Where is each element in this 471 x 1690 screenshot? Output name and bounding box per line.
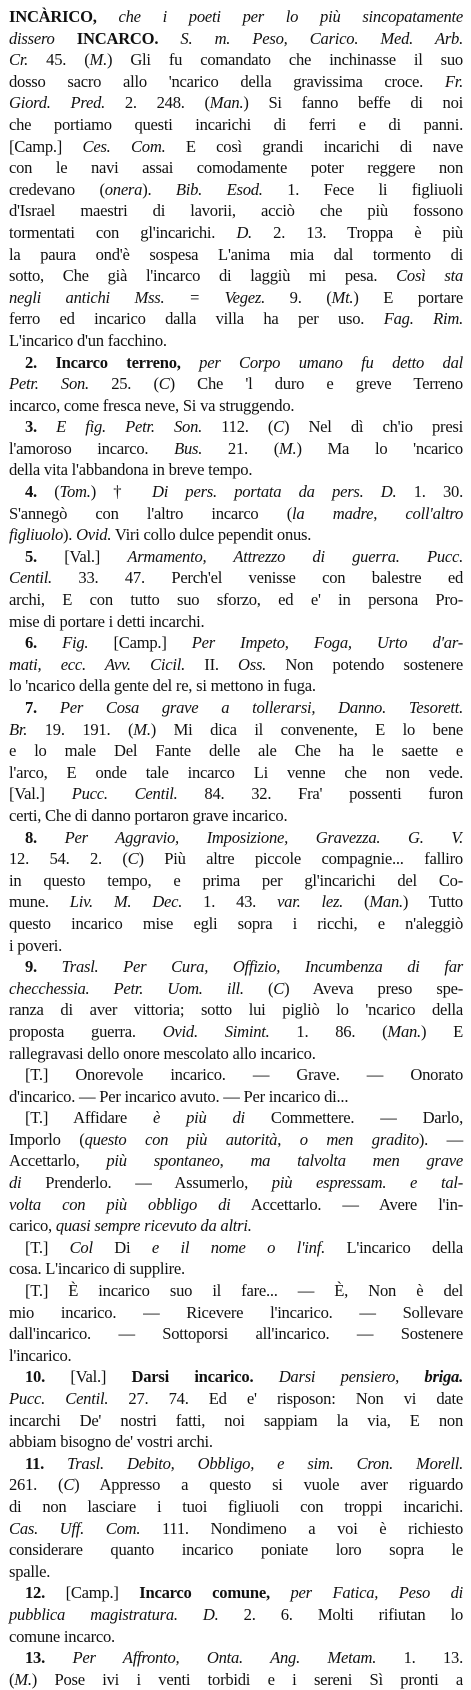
text-line: rallegravasi dello onore mescolato allo incarico. [9,1043,316,1063]
text-line: INCÀRICO, che i poeti per lo più sincopatamente [9,7,463,26]
text-line: comune incarco. [9,1626,115,1646]
text-line: negli antichi Mss. = Vegez. 9. (Mt.) E portare [9,287,463,307]
text-line: dosso sacro allo 'ncarico della gravissima croce. Fr. [9,71,463,91]
text-line: 11. Trasl. Debito, Obbligo, e sim. Cron. Morell. [25,1453,464,1473]
text-line: Cr. 45. (M.) Gli fu comandato che inchinasse il suo [9,50,463,70]
text-line: sotto, Che già l'incarco di laggiù mi pesa. Così sta [9,266,463,286]
text-line: certi, Che di danno portaron grave incarico. [9,805,288,825]
text-line: Pucc. Centil. 27. 74. Ed e' risposon: Non vi date [9,1389,463,1408]
dictionary-entry-incarico [9,6,463,1690]
text-line: 6. Fig. [Camp.] Per Impeto, Foga, Urto d'ar- [25,633,464,653]
text-line: abbiam bisogno de' vostri archi. [9,1432,213,1452]
text-line: carico, quasi sempre ricevuto da altri. [9,1216,252,1236]
text-line: Cas. Uff. Com. 111. Nondimeno a voi è richiesto [9,1518,463,1538]
text-line: ferro ed incarico dalla villa ha per uso. Fag. Rim. [9,309,463,329]
text-line: 261. (C) Appresso a questo si vuole aver riguardo [9,1475,463,1495]
text-line: e lo male Del Fante delle ale Che ha le saette e [9,741,463,761]
text-line: 2. Incarco terreno, per Corpo umano fu detto dal [25,352,463,372]
text-line: d'incarico. — Per incarico avuto. — Per incarico di... [9,1086,349,1106]
text-line: [T.] Onorevole incarico. — Grave. — Onorato [25,1065,463,1085]
text-line: 12. 54. 2. (C) Più altre piccole compagnie... falliro [9,849,463,869]
text-line: incarco, come fresca neve, Si va struggendo. [9,395,295,415]
text-line: i poveri. [9,935,63,955]
text-line: Accettarlo, più spontaneo, ma talvolta men grave [9,1151,463,1171]
text-line: [T.] Col Di e il nome o l'inf. L'incarico della [25,1237,463,1257]
text-line: dall'incarico. — Sottoporsi all'incarico. — Sostenere [9,1324,463,1344]
text-line: l'amoroso incarco. Bus. 21. (M.) Ma lo 'ncarico [9,438,463,458]
text-line: cosa. L'incarico di supplire. [9,1259,185,1279]
text-line: 9. Trasl. Per Cura, Offizio, Incumbenza di far [25,957,463,977]
text-line: [T.] È incarico suo il fare... — È, Non è del [25,1281,463,1301]
text-line: 4. (Tom.) † Di pers. portata da pers. D. 1. 30. [25,482,463,502]
text-line: L'incarico d'un facchino. [9,330,167,350]
text-line: della vita l'abbandona in breve tempo. [9,460,253,480]
text-line: la paura ond'è sospesa L'anima mia dal tormento di [9,244,463,264]
text-line: 10. [Val.] Darsi incarico. Darsi pensiero, briga. [25,1367,463,1387]
text-line: tormentati con gl'incarichi. D. 2. 13. Troppa è più [9,222,463,242]
text-line: archi, E con tutto suo sforzo, ed e' in persona Pro- [9,590,463,610]
text-line: spalle. [9,1561,51,1581]
text-line: 12. [Camp.] Incarco comune, per Fatica, Peso di [25,1583,463,1603]
text-line: ranza di aver vittoria; sotto lui pigliò lo 'ncarico della [9,1000,463,1020]
text-line: d'Israel maestri di lavorii, acciò che più fossono [9,201,463,221]
text-line: 13. Per Affronto, Onta. Ang. Metam. 1. 13. [25,1648,463,1668]
text-line: Imporlo (questo con più autorità, o men gradito). — [9,1129,463,1149]
text-line: credevano (onera). Bib. Esod. 1. Fece li figliuoli [9,179,463,199]
text-line: che portiamo questi incarichi di ferri e di panni. [9,114,463,134]
text-line: Giord. Pred. 2. 248. (Man.) Si fanno beffe di noi [9,93,463,113]
text-line: con le navi assai comodamente poter reggere non [9,158,463,178]
text-line: [T.] Affidare è più di Commettere. — Darlo, [25,1108,463,1128]
text-line: 5. [Val.] Armamento, Attrezzo di guerra. Pucc. [25,546,464,566]
text-line: in questo tempo, e prima per gl'incarichi del Co- [9,870,463,890]
text-line: Centil. 33. 47. Perch'el venisse con balestre ed [9,568,463,588]
text-line: questo incarico mise egli sopra i ricchi, e n'aleggiò [9,913,463,933]
text-line: checchessia. Petr. Uom. ill. (C) Aveva preso spe- [9,978,464,998]
text-line: volta con più obbligo di Accettarlo. — Avere l'in- [9,1194,463,1214]
text-line: di Prenderlo. — Assumerlo, più espressam. e tal- [9,1173,464,1193]
text-line: 7. Per Cosa grave a tollerarsi, Danno. Tesorett. [25,698,463,717]
text-line: mise di portare i detti incarchi. [9,611,205,631]
text-line: Petr. Son. 25. (C) Che 'l duro e greve Terreno [9,374,463,394]
text-line: lo 'ncarico della gente del re, si mettono in fuga. [9,676,316,696]
text-line: l'arco, E onde tale incarco Li venne che non vede. [9,762,463,782]
text-line: dissero INCARCO. S. m. Peso, Carico. Med. Arb. [9,28,463,48]
text-line: considerare quanto incarico poniate loro sopra le [9,1540,463,1560]
text-line: [Val.] Pucc. Centil. 84. 32. Fra' possenti furon [9,784,464,804]
text-line: 3. E fig. Petr. Son. 112. (C) Nel dì ch'io presi [25,417,464,437]
text-line: figliuolo). Ovid. Viri collo dulce pependit onus. [9,525,312,545]
text-line: mune. Liv. M. Dec. 1. 43. var. lez. (Man.) Tutto [9,892,463,912]
text-line: pubblica magistratura. D. 2. 6. Molti rifiutan lo [9,1604,463,1624]
text-line: [Camp.] Ces. Com. E così grandi incarichi di nave [9,136,463,156]
text-line: Br. 19. 191. (M.) Mi dica il convenente, E lo bene [9,719,463,739]
text-line: (M.) Pose ivi i venti torbidi e i sereni Sì pronti a [9,1669,463,1689]
text-line: incarchi De' nostri fatti, noi sappiam la via, E non [9,1410,463,1430]
text-line: di non lasciare i tuoi figliuoli con troppi incarichi. [9,1496,463,1516]
text-line: 8. Per Aggravio, Imposizione, Gravezza. G. V. [25,827,463,847]
text-line: mio incarico. — Ricevere l'incarico. — Sollevare [9,1302,463,1322]
text-line: S'annegò con l'altro incarco (la madre, coll'altro [9,503,464,523]
text-line: proposta guerra. Ovid. Simint. 1. 86. (Man.) E [9,1021,464,1041]
text-line: l'incarico. [9,1345,72,1365]
text-line: mati, ecc. Avv. Cicil. II. Oss. Non potendo sostenere [9,654,463,674]
